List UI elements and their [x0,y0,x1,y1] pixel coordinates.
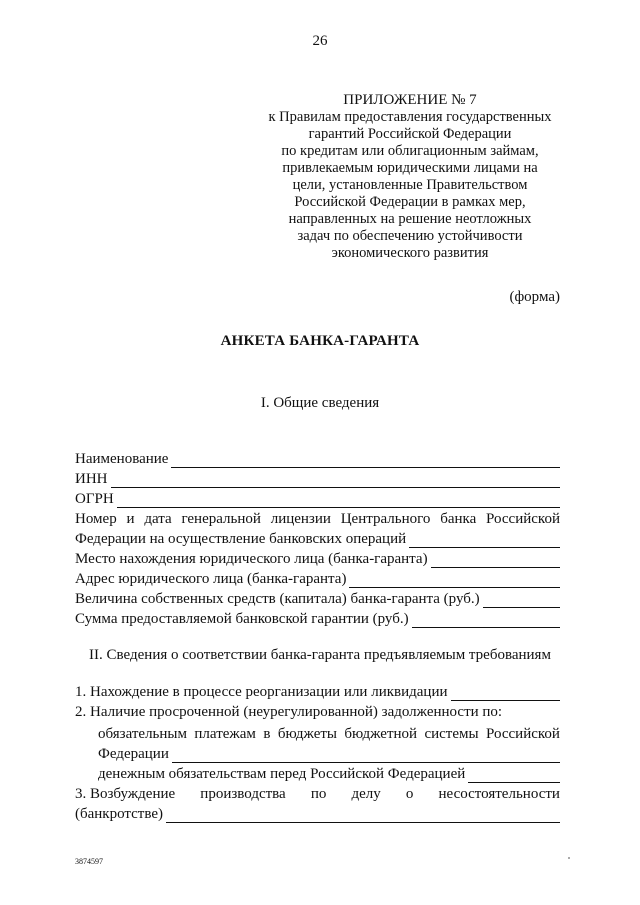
appendix-block [255,92,565,262]
bankruptcy-word: производства [200,786,286,802]
appendix-line: гарантий Российской Федерации [308,126,512,142]
name-label: Наименование [75,451,169,467]
budget-field [98,743,560,763]
overdue-label: 2. Наличие просроченной (неурегулированной) задолженности по: [75,704,503,720]
bankruptcy-input-line[interactable] [166,809,560,823]
address-label: Адрес юридического лица (банка-гаранта) [75,571,347,587]
license-word: Центрального [340,511,431,527]
address-field [75,568,560,588]
form-title: АНКЕТА БАНКА-ГАРАНТА [220,333,420,349]
license-word: дата [144,511,172,527]
location-field [75,548,560,568]
scan-speck [568,857,570,859]
appendix-line: направленных на решение неотложных [288,211,532,227]
capital-input-line[interactable] [483,594,560,608]
bankruptcy-word: несостоятельности [438,786,560,802]
location-input-line[interactable] [431,554,560,568]
budget-word: Российской [486,726,560,742]
bankruptcy-word: по [310,786,327,802]
bankruptcy-word: о [405,786,414,802]
guarantee-sum-input-line[interactable] [412,614,560,628]
budget-input-line[interactable] [172,749,560,763]
appendix-line: экономического развития [331,245,489,261]
page-number: 26 [312,33,328,49]
appendix-line: Российской Федерации в рамках мер, [294,194,526,210]
bankruptcy-label: (банкротстве) [75,806,164,822]
ogrn-label: ОГРН [75,491,114,507]
budget-label: Федерации [98,746,169,762]
capital-label: Величина собственных средств (капитала) банка-гаранта (руб.) [75,591,480,607]
appendix-line: задач по обеспечению устойчивости [297,228,523,244]
license-word: и [126,511,135,527]
form-mark: (форма) [509,289,560,305]
guarantee-sum-label: Сумма предоставляемой банковской гарантии (руб.) [75,611,409,627]
section-1-heading: I. Общие сведения [260,395,380,411]
capital-field [75,588,560,608]
overdue-heading [75,701,560,721]
appendix-line: по кредитам или облигационным займам, [281,143,539,159]
appendix-line: к Правилам предоставления государственных [268,109,552,125]
license-word: Российской [486,511,560,527]
reorg-field [75,681,560,701]
bankruptcy-field [75,803,560,823]
budget-word: платежам [194,726,256,742]
budget-word: бюджетной [344,726,418,742]
license-word: Номер [75,511,117,527]
license-line-1 [75,508,560,528]
inn-input-line[interactable] [111,474,561,488]
bankruptcy-line-1 [75,783,560,803]
section-2-heading: II. Сведения о соответствии банка-гаранта предъявляемым требованиям [89,647,551,663]
license-label: Федерации на осуществление банковских операций [75,531,407,547]
license-word: банка [440,511,477,527]
guarantee-sum-field [75,608,560,628]
ogrn-field [75,488,560,508]
reorg-input-line[interactable] [451,687,561,701]
bankruptcy-word: 3. Возбуждение [75,786,176,802]
ogrn-input-line[interactable] [117,494,560,508]
budget-word: бюджеты [277,726,337,742]
inn-label: ИНН [75,471,108,487]
license-input-line[interactable] [409,534,560,548]
budget-word: обязательным [98,726,187,742]
license-field [75,528,560,548]
appendix-line: привлекаемым юридическими лицами на [282,160,538,176]
budget-word: системы [424,726,479,742]
bankruptcy-word: делу [351,786,381,802]
name-input-line[interactable] [171,454,560,468]
appendix-heading: ПРИЛОЖЕНИЕ № 7 [343,92,477,108]
monetary-input-line[interactable] [468,769,560,783]
appendix-line: цели, установленные Правительством [292,177,528,193]
address-input-line[interactable] [349,574,560,588]
location-label: Место нахождения юридического лица (банка-гаранта) [75,551,428,567]
monetary-field [98,763,560,783]
monetary-label: денежным обязательствам перед Российской Федерацией [98,766,466,782]
budget-word: в [263,726,271,742]
footer-code: 3874597 [75,857,103,866]
budget-line-1 [98,723,560,743]
reorg-label: 1. Нахождение в процессе реорганизации или ликвидации [75,684,448,700]
license-word: лицензии [270,511,331,527]
name-field [75,448,560,468]
inn-field [75,468,560,488]
license-word: генеральной [181,511,261,527]
